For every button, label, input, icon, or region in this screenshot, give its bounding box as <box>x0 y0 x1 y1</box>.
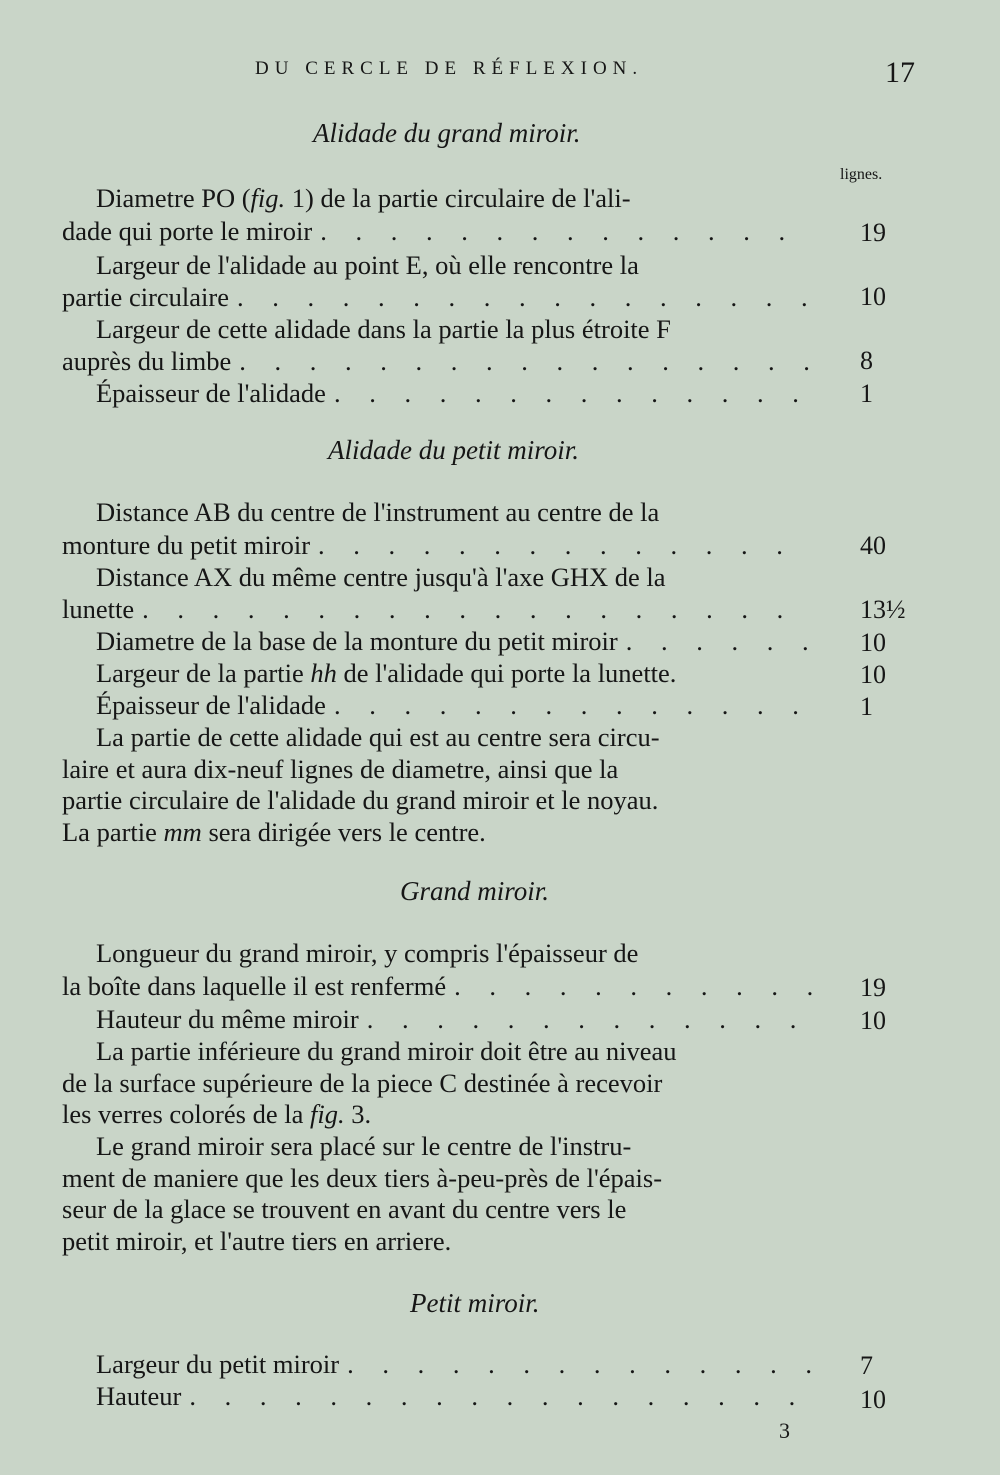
section-title-grand-miroir: Grand miroir. <box>400 876 550 906</box>
row-text: Hauteur . . . <box>62 1380 812 1412</box>
unit-label: lignes. <box>840 166 883 183</box>
row-value: 19 <box>860 973 886 1002</box>
row-text: Hauteur du même miroir . . . <box>62 1003 812 1035</box>
row-continuation: la boîte dans laquelle il est renfermé . . . <box>62 970 812 1002</box>
section-title-alidade-petit-miroir: Alidade du petit miroir. <box>328 435 579 465</box>
dot-leader <box>181 1380 812 1412</box>
running-title: DU CERCLE DE RÉFLEXION. <box>255 58 644 79</box>
section-title-alidade-grand-miroir: Alidade du grand miroir. <box>313 118 581 148</box>
row-text: Largeur de l'alidade au point E, où elle rencontre la <box>96 250 639 280</box>
dot-leader <box>359 1003 812 1035</box>
row-text: Épaisseur de l'alidade . . . <box>62 377 812 409</box>
dot-leader <box>312 215 812 247</box>
row-value: 10 <box>860 1006 886 1035</box>
dot-leader <box>618 625 812 657</box>
row-text: Longueur du grand miroir, y compris l'épaisseur de <box>96 938 639 968</box>
row-value: 13½ <box>860 595 906 624</box>
dot-leader <box>231 345 812 377</box>
paragraph-partie-inferieure: La partie inférieure du grand miroir doit être au niveau de la surface supérieure de la piece C destinée à recevoir les verres colorés de la fig. 3. <box>62 1036 677 1129</box>
row-value: 8 <box>860 346 873 375</box>
row-continuation: monture du petit miroir . . . <box>62 529 812 561</box>
row-value: 40 <box>860 531 886 560</box>
row-text: Largeur du petit miroir . . . <box>62 1348 812 1380</box>
dot-leader <box>134 593 812 625</box>
row-value: 10 <box>860 660 886 689</box>
row-text: Largeur de la partie hh de l'alidade qui porte la lunette. <box>96 658 677 688</box>
dot-leader <box>339 1348 812 1380</box>
dot-leader <box>326 377 812 409</box>
row-continuation: lunette . . . <box>62 593 812 625</box>
row-value: 10 <box>860 282 886 311</box>
section-title-petit-miroir: Petit miroir. <box>410 1288 540 1318</box>
row-text: Diametre PO (fig. 1) de la partie circulaire de l'ali- <box>96 183 631 213</box>
row-value: 1 <box>860 692 873 721</box>
row-value: 7 <box>860 1351 873 1380</box>
row-text: Diametre de la base de la monture du petit miroir . . . <box>62 625 812 657</box>
paragraph-placement: Le grand miroir sera placé sur le centre de l'instru- ment de maniere que les deux tiers à-peu-près de l'épais- seur de la glace se trouvent en avant du centre vers le petit miroir, et l'autre tiers en arriere. <box>62 1131 663 1256</box>
dot-leader <box>446 970 812 1002</box>
row-text: Épaisseur de l'alidade . . . <box>62 689 812 721</box>
row-text: Distance AX du même centre jusqu'à l'axe GHX de la <box>96 562 666 592</box>
row-text: Largeur de cette alidade dans la partie la plus étroite F <box>96 314 671 344</box>
dot-leader <box>326 689 812 721</box>
row-continuation: partie circulaire . . . <box>62 281 812 313</box>
signature-mark: 3 <box>779 1418 790 1443</box>
dot-leader <box>229 281 812 313</box>
row-text: Distance AB du centre de l'instrument au centre de la <box>96 497 660 527</box>
row-continuation: dade qui porte le miroir . . . <box>62 215 812 247</box>
paragraph-alidade-centre: La partie de cette alidade qui est au centre sera circu- laire et aura dix-neuf lignes de diametre, ainsi que la partie circulaire de l'alidade du grand miroir et le noyau. La partie mm sera dirigée vers le centre. <box>62 722 660 847</box>
row-value: 10 <box>860 628 886 657</box>
dot-leader <box>310 529 812 561</box>
row-value: 1 <box>860 379 873 408</box>
row-value: 10 <box>860 1385 886 1414</box>
row-continuation: auprès du limbe . . . <box>62 345 812 377</box>
row-value: 19 <box>860 218 886 247</box>
page-number: 17 <box>885 56 915 89</box>
